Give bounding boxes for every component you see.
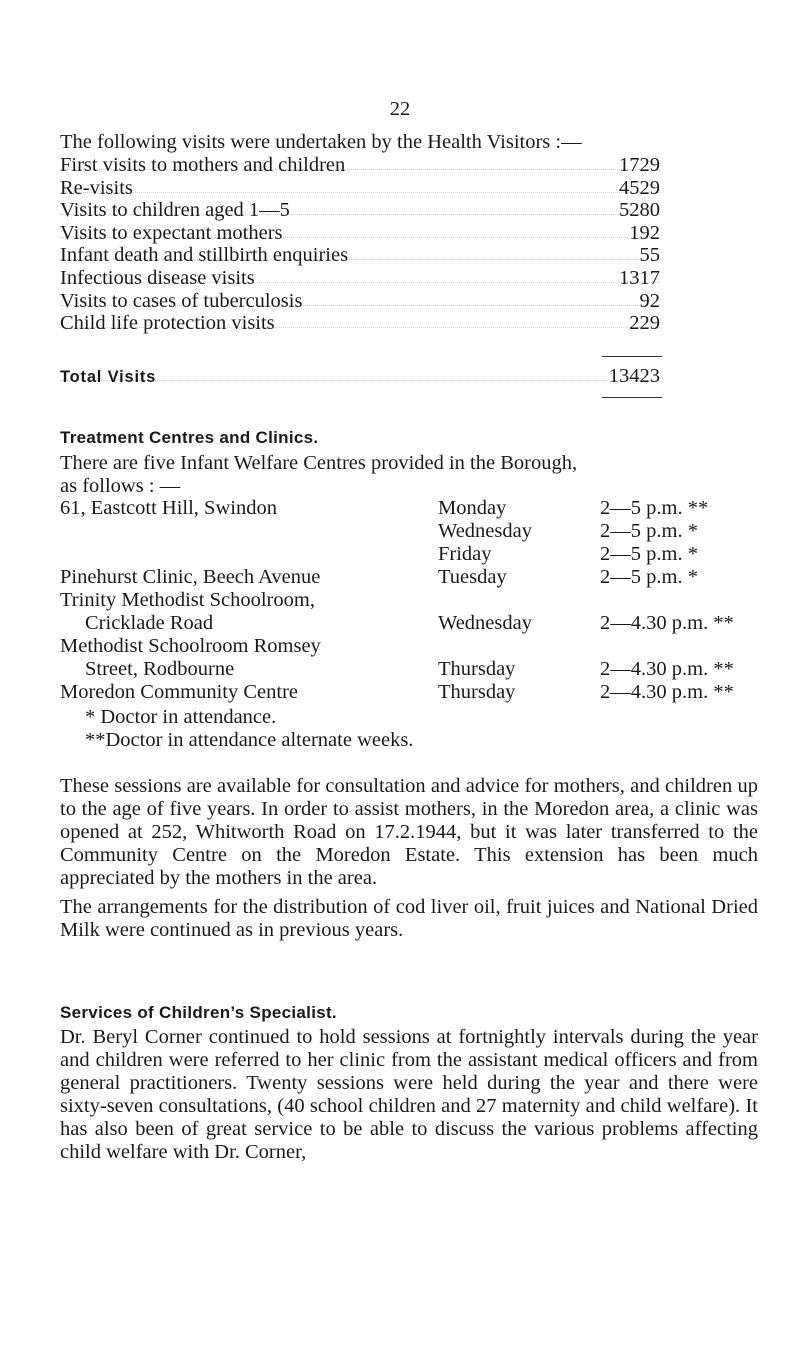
centre-day: Tuesday: [438, 566, 507, 588]
centre-time: 2—5 p.m. *: [600, 520, 698, 542]
visit-value: 1729: [619, 154, 660, 176]
visit-label: Infant death and stillbirth enquiries: [60, 244, 349, 267]
visit-row: [60, 199, 660, 223]
visit-label: Infectious disease visits: [60, 267, 255, 289]
total-value: 13423: [608, 365, 660, 387]
centre-time: 2—5 p.m. *: [600, 543, 698, 565]
total-rule-top: [602, 356, 662, 357]
distribution-text: The arrangements for the distribution of cod liver oil, fruit juices and National Dried Milk were continued as in previous years.: [60, 896, 758, 941]
centre-place: Street, Rodbourne: [85, 658, 235, 680]
total-rule-bottom: [602, 397, 662, 398]
page-number: 22: [389, 98, 411, 120]
specialist-paragraph: [60, 1026, 758, 1164]
centre-place: Methodist Schoolroom Romsey: [60, 635, 321, 657]
visit-row: [60, 244, 660, 268]
centre-time: 2—4.30 p.m. **: [600, 681, 734, 703]
centre-day: Wednesday: [438, 520, 532, 542]
footnote-single: * Doctor in attendance.: [85, 706, 277, 728]
treatment-heading: Treatment Centres and Clinics.: [60, 428, 319, 447]
centre-time: 2—4.30 p.m. **: [600, 612, 734, 634]
centre-day: Thursday: [438, 658, 516, 680]
visit-value: 92: [639, 289, 660, 312]
sessions-text: These sessions are available for consultation and advice for mothers, and children up to the age of five years. In order to assist mothers, in the Moredon area, a clinic was opened at 252, Whitworth Road on 17.2.1944, but it was later transferred to the Community Centre on the Moredon Estate. This extension has been much appreciated by the mothers in the area.: [60, 775, 758, 889]
specialist-heading: Services of Children’s Specialist.: [60, 1003, 337, 1022]
total-visits-row: [60, 365, 660, 389]
centre-day: Monday: [438, 497, 507, 519]
sessions-paragraph: [60, 775, 758, 890]
centre-place: Cricklade Road: [85, 612, 214, 634]
specialist-text: Dr. Beryl Corner continued to hold sessions at fortnightly intervals during the year and children were referred to her clinic from the assistant medical officers and from general practitioners. Twenty sessions were held during the year and there were sixty-seven consultations, (40 school children and 27 maternity and child welfare). It has also been of great service to be able to discuss the various problems affecting child welfare with Dr. Corner,: [60, 1026, 758, 1163]
visit-value: 229: [629, 312, 660, 335]
centre-place: Pinehurst Clinic, Beech Avenue: [60, 566, 321, 588]
centre-day: Thursday: [438, 681, 516, 703]
visits-intro: The following visits were undertaken by the Health Visitors :—: [60, 131, 582, 153]
visit-value: 5280: [619, 199, 660, 222]
centre-place: 61, Eastcott Hill, Swindon: [60, 497, 277, 519]
visit-value: 1317: [619, 267, 660, 289]
treatment-intro-line1: There are five Infant Welfare Centres provided in the Borough,: [60, 452, 578, 474]
visit-value: 4529: [619, 176, 660, 199]
treatment-intro-line2: as follows : —: [60, 475, 181, 497]
visit-row: [60, 267, 660, 291]
visit-row: [60, 312, 660, 336]
centre-place: Moredon Community Centre: [60, 681, 299, 703]
visit-row: [60, 154, 660, 178]
visit-row: [60, 177, 660, 201]
visit-label: Child life protection visits: [60, 312, 275, 335]
total-label: Total Visits: [60, 368, 157, 386]
visit-value: 55: [639, 244, 660, 267]
visit-label: Visits to expectant mothers: [60, 221, 283, 244]
centre-place: Trinity Methodist Schoolroom,: [60, 589, 315, 611]
visit-value: 192: [629, 221, 660, 244]
centre-day: Wednesday: [438, 612, 532, 634]
visit-label: Re-visits: [60, 176, 133, 199]
centre-time: 2—4.30 p.m. **: [600, 658, 734, 680]
visit-row: [60, 290, 660, 314]
leader-dots: [60, 192, 660, 193]
footnote-double: **Doctor in attendance alternate weeks.: [85, 729, 414, 751]
centre-time: 2—5 p.m. **: [600, 497, 709, 519]
centre-day: Friday: [438, 543, 492, 565]
distribution-paragraph: [60, 896, 758, 942]
centre-time: 2—5 p.m. *: [600, 566, 698, 588]
visit-label: Visits to children aged 1—5: [60, 199, 290, 222]
visit-row: [60, 222, 660, 246]
visit-label: Visits to cases of tuberculosis: [60, 289, 303, 312]
visit-label: First visits to mothers and children: [60, 154, 346, 176]
